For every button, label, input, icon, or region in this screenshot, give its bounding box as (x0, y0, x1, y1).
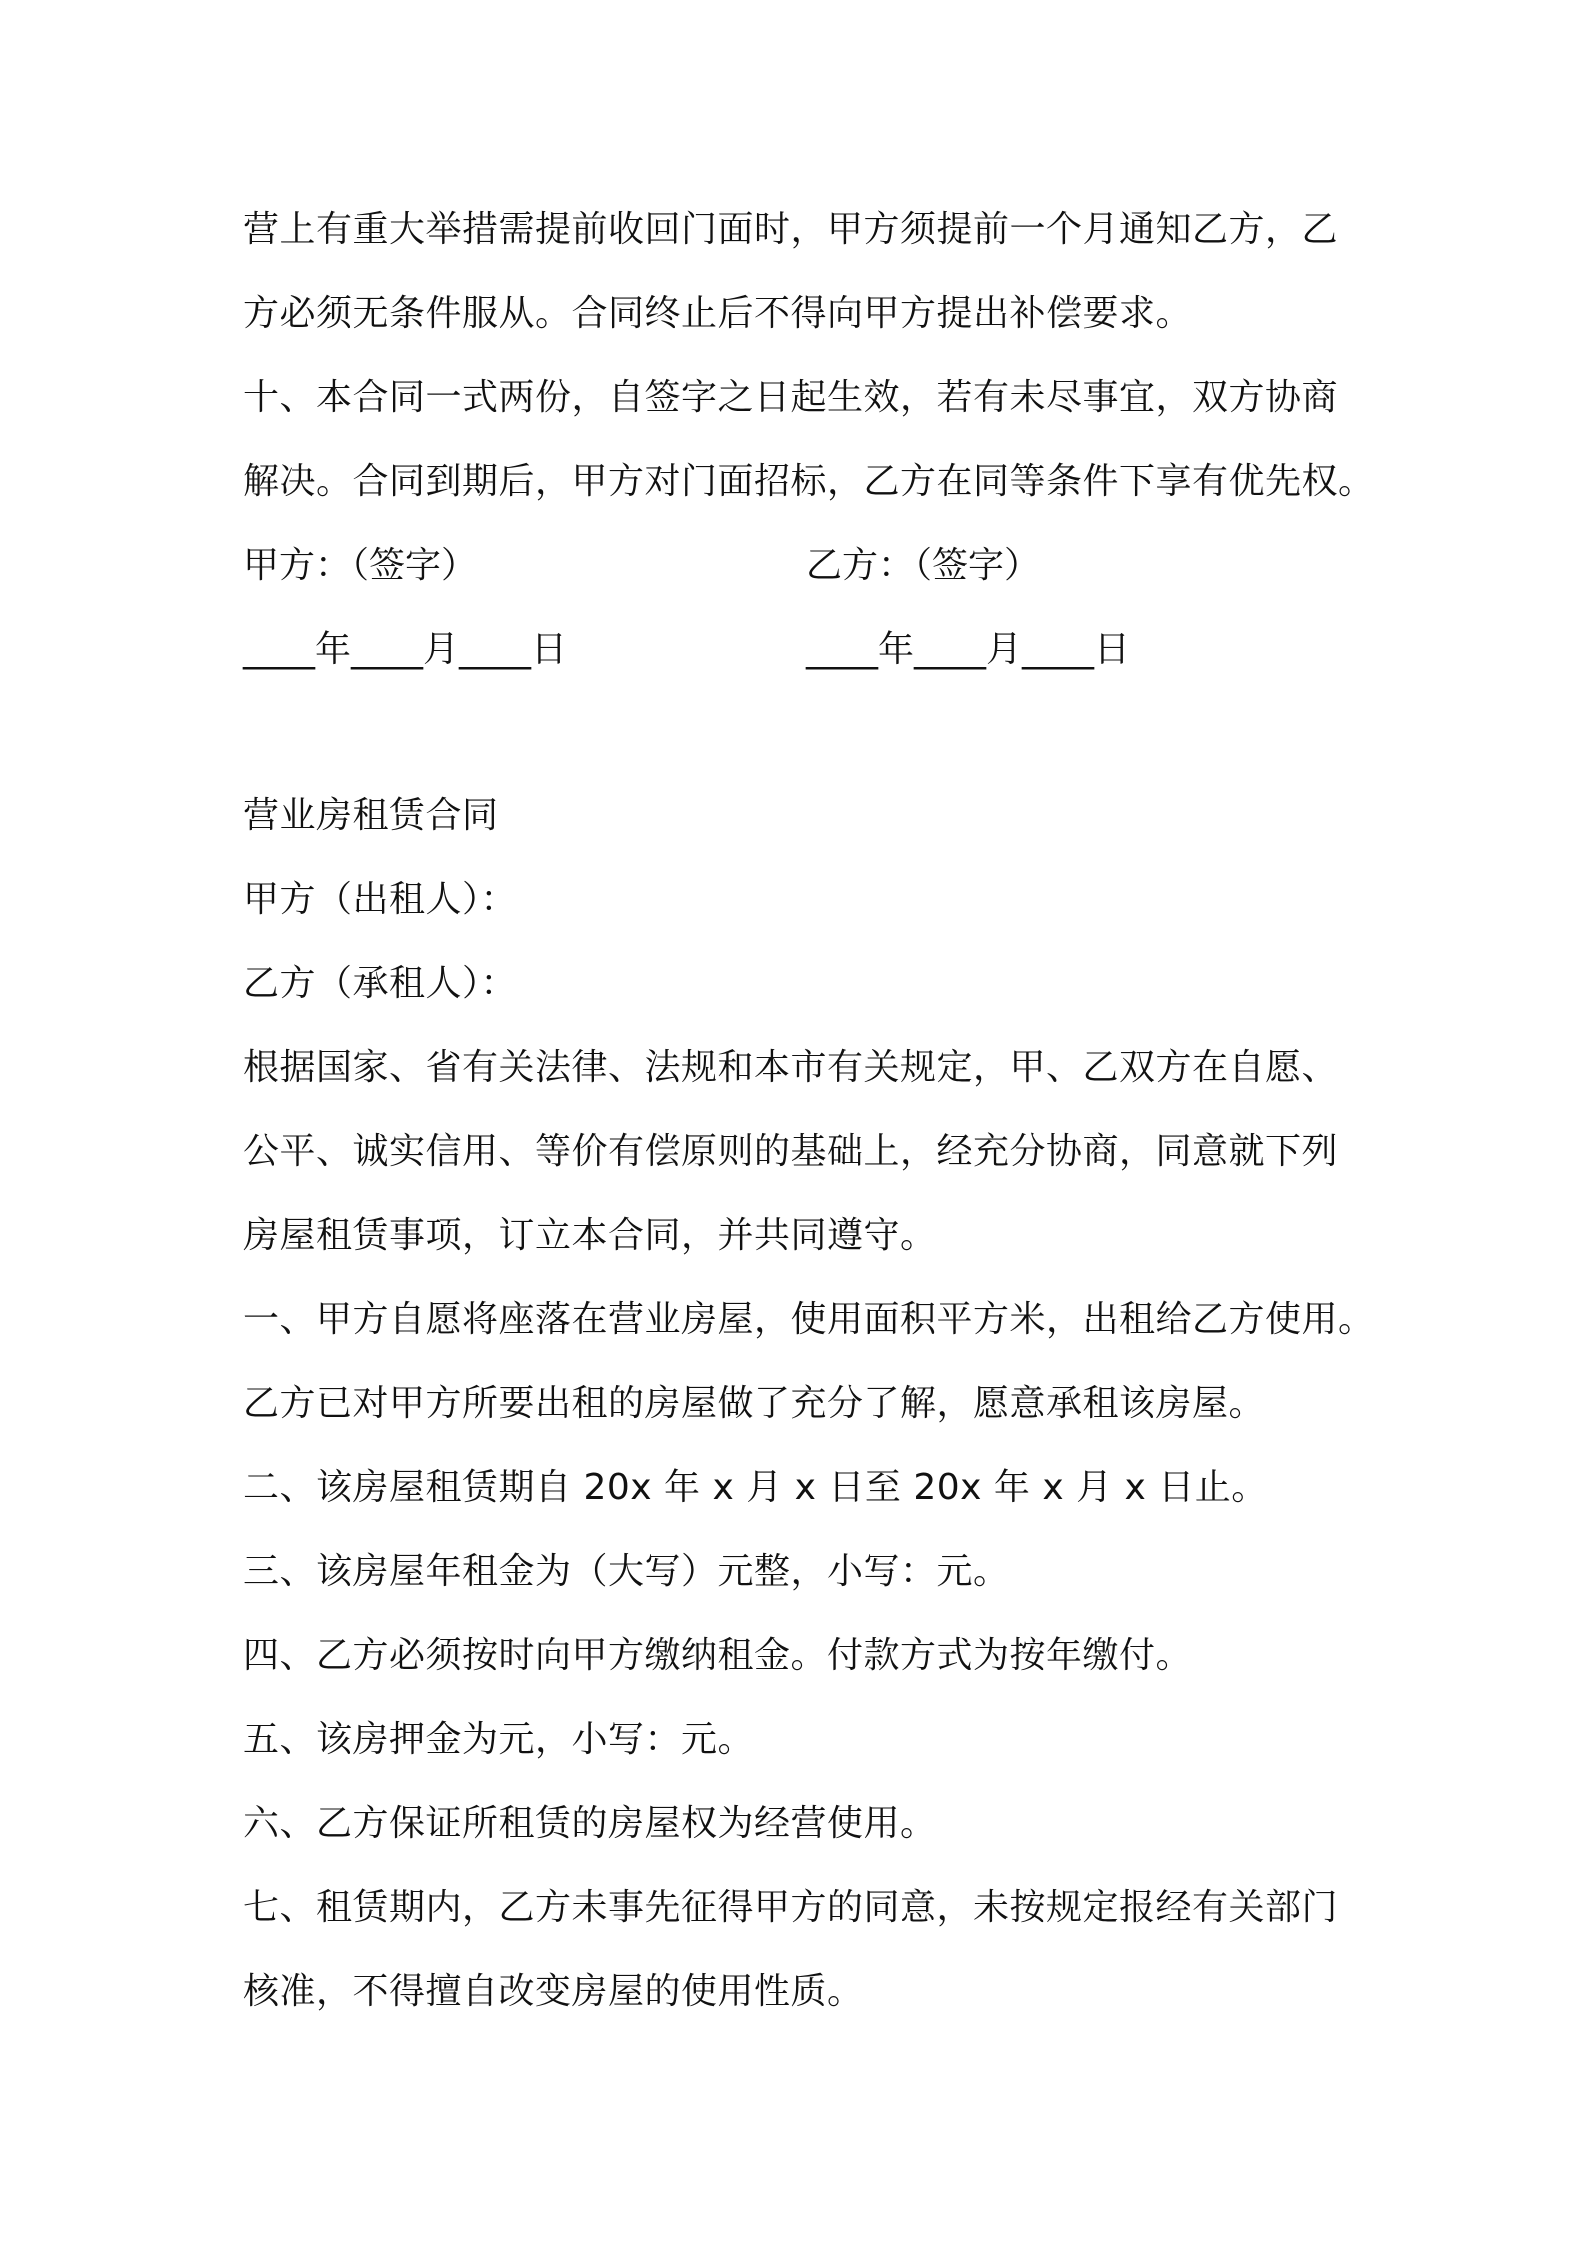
party-b-signature: 乙方：（签字） (806, 545, 1041, 586)
date-row (243, 626, 1363, 674)
clause-one: 一、甲方自愿将座落在营业房屋，使用面积平方米，出租给乙方使用。 (243, 1299, 1375, 1340)
party-b-line: 乙方（承租人）： (243, 963, 518, 1004)
party-a-line: 甲方（出租人）： (243, 879, 518, 920)
text-line: 公平、诚实信用、等价有偿原则的基础上，经充分协商，同意就下列 (243, 1131, 1339, 1172)
text-line: 房屋租赁事项，订立本合同，并共同遵守。 (243, 1215, 937, 1256)
contract-title: 营业房租赁合同 (243, 795, 499, 836)
clause-five: 五、该房押金为元，小写：元。 (243, 1719, 755, 1760)
text-line: 方必须无条件服从。合同终止后不得向甲方提出补偿要求。 (243, 293, 1193, 334)
text-line: 核准，不得擅自改变房屋的使用性质。 (243, 1971, 864, 2012)
clause-four: 四、乙方必须按时向甲方缴纳租金。付款方式为按年缴付。 (243, 1635, 1193, 1676)
text-line: 乙方已对甲方所要出租的房屋做了充分了解，愿意承租该房屋。 (243, 1383, 1266, 1424)
text-line: 解决。合同到期后，甲方对门面招标，乙方在同等条件下享有优先权。 (243, 461, 1375, 502)
clause-seven: 七、租赁期内，乙方未事先征得甲方的同意，未按规定报经有关部门 (243, 1887, 1339, 1928)
clause-two: 二、该房屋租赁期自 20x 年 x 月 x 日至 20x 年 x 月 x 日止。 (243, 1467, 1268, 1508)
text-line: 根据国家、省有关法律、法规和本市有关规定，甲、乙双方在自愿、 (243, 1047, 1339, 1088)
clause-six: 六、乙方保证所租赁的房屋权为经营使用。 (243, 1803, 937, 1844)
party-b-date: ____年____月____日 (806, 629, 1131, 670)
clause-ten: 十、本合同一式两份，自签字之日起生效，若有未尽事宜，双方协商 (243, 377, 1339, 418)
clause-three: 三、该房屋年租金为（大写）元整，小写：元。 (243, 1551, 1010, 1592)
party-a-date: ____年____月____日 (243, 629, 568, 670)
party-a-signature: 甲方：（签字） (243, 545, 478, 586)
signature-row (243, 542, 1363, 590)
text-line: 营上有重大举措需提前收回门面时，甲方须提前一个月通知乙方，乙 (243, 209, 1339, 250)
